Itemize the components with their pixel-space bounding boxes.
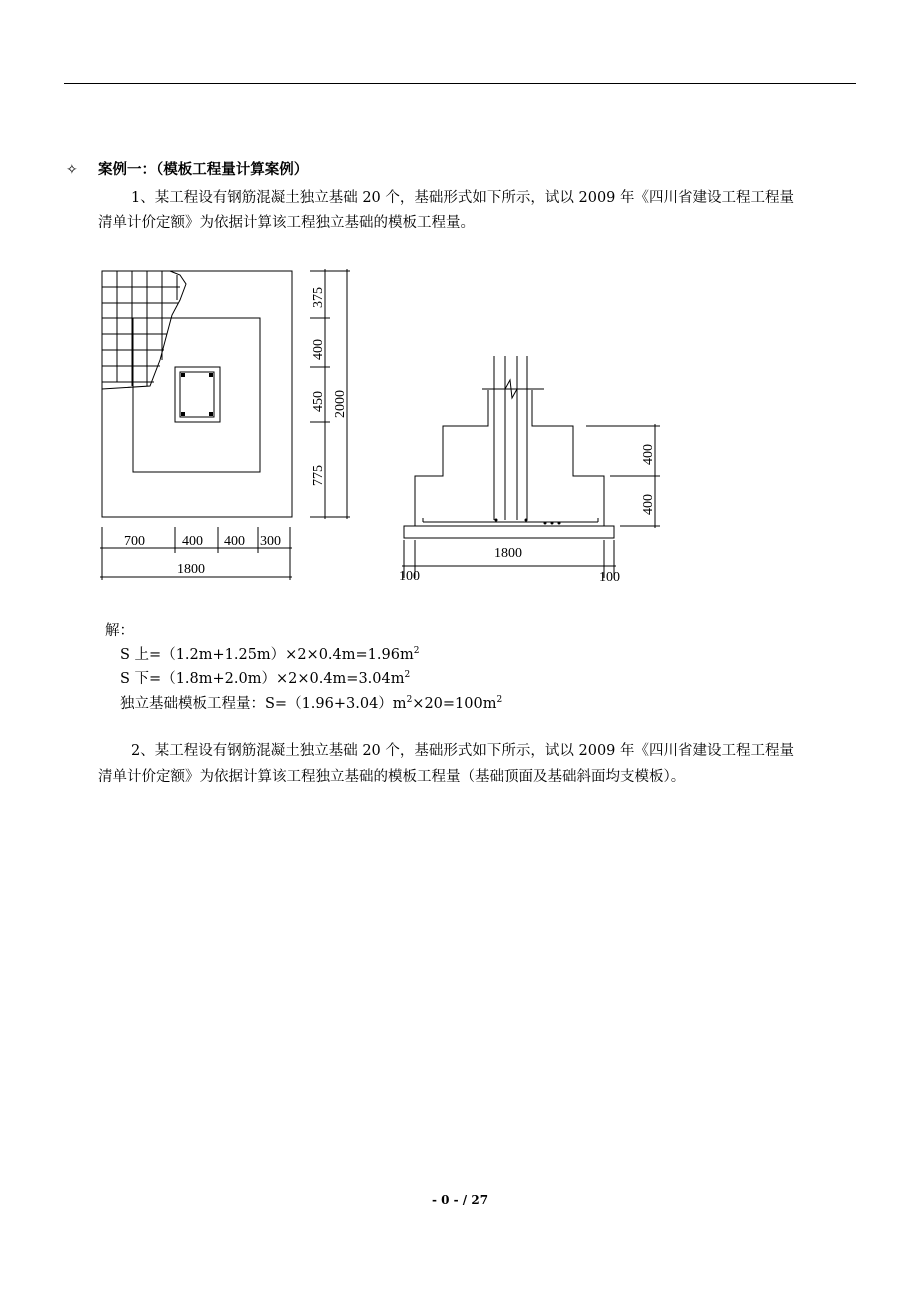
sup-squared: 2 (406, 695, 413, 706)
plan-outer-outline (102, 271, 292, 517)
plan-dim-2000: 2000 (333, 390, 348, 418)
plan-dim-450: 450 (311, 391, 326, 412)
plan-view-drawing (95, 265, 365, 585)
footing-right-profile (532, 390, 604, 526)
rebar-mesh (102, 271, 186, 389)
plan-dim-400a: 400 (182, 534, 203, 549)
header-rule (64, 83, 856, 84)
section-dim-100-right: 100 (599, 570, 620, 585)
plan-step-outline (133, 318, 260, 472)
section-dim-1800: 1800 (494, 546, 522, 561)
sup-squared: 2 (496, 695, 503, 706)
case1-title: 案例一：（模板工程量计算案例） (98, 161, 309, 178)
plan-dim-700: 700 (124, 534, 145, 549)
sup-squared: 2 (404, 670, 411, 681)
plan-dim-775: 775 (311, 465, 326, 486)
case1-problem-line1: 1、某工程设有钢筋混凝土独立基础 20 个，基础形式如下所示，试以 2009 年《四川省建设工程工程量 (131, 190, 795, 206)
case2-line2: 清单计价定额》为依据计算该工程独立基础的模板工程量（基础顶面及基础斜面均支模板）。 (98, 769, 686, 785)
solution-s-upper-text: S 上=（1.2m+1.25m）×2×0.4m=1.96m (120, 647, 414, 663)
cushion-layer (404, 526, 614, 538)
section-view-drawing (395, 350, 665, 590)
case2-line1: 2、某工程设有钢筋混凝土独立基础 20 个，基础形式如下所示，试以 2009 年《四川省建设工程工程量 (131, 743, 795, 759)
plan-dim-375: 375 (311, 287, 326, 308)
solution-s-upper (120, 645, 419, 665)
page-number: - 0 - / 27 (431, 1193, 489, 1207)
solution-s-lower-text: S 下=（1.8m+2.0m）×2×0.4m=3.04m (120, 671, 405, 687)
section-dim-100-left: 100 (399, 569, 420, 584)
solution-total-prefix: 独立基础模板工程量：S=（1.96+3.04）m (120, 696, 407, 712)
sup-squared: 2 (413, 646, 420, 657)
case1-problem-line2: 清单计价定额》为依据计算该工程独立基础的模板工程量。 (98, 215, 475, 231)
plan-dim-400b: 400 (224, 534, 245, 549)
bullet-diamond-icon: ✧ (66, 162, 78, 178)
section-dim-lower-400: 400 (641, 494, 656, 515)
solution-total-suffix: ×20=100m (412, 696, 497, 712)
solution-total (120, 694, 502, 714)
footing-left-profile (415, 390, 488, 526)
solution-s-lower (120, 669, 410, 689)
plan-dim-1800: 1800 (177, 562, 205, 577)
section-dim-upper-400: 400 (641, 444, 656, 465)
plan-dim-400: 400 (311, 339, 326, 360)
solution-label: 解： (105, 623, 134, 639)
column-stirrup (180, 372, 214, 417)
plan-dim-300: 300 (260, 534, 281, 549)
